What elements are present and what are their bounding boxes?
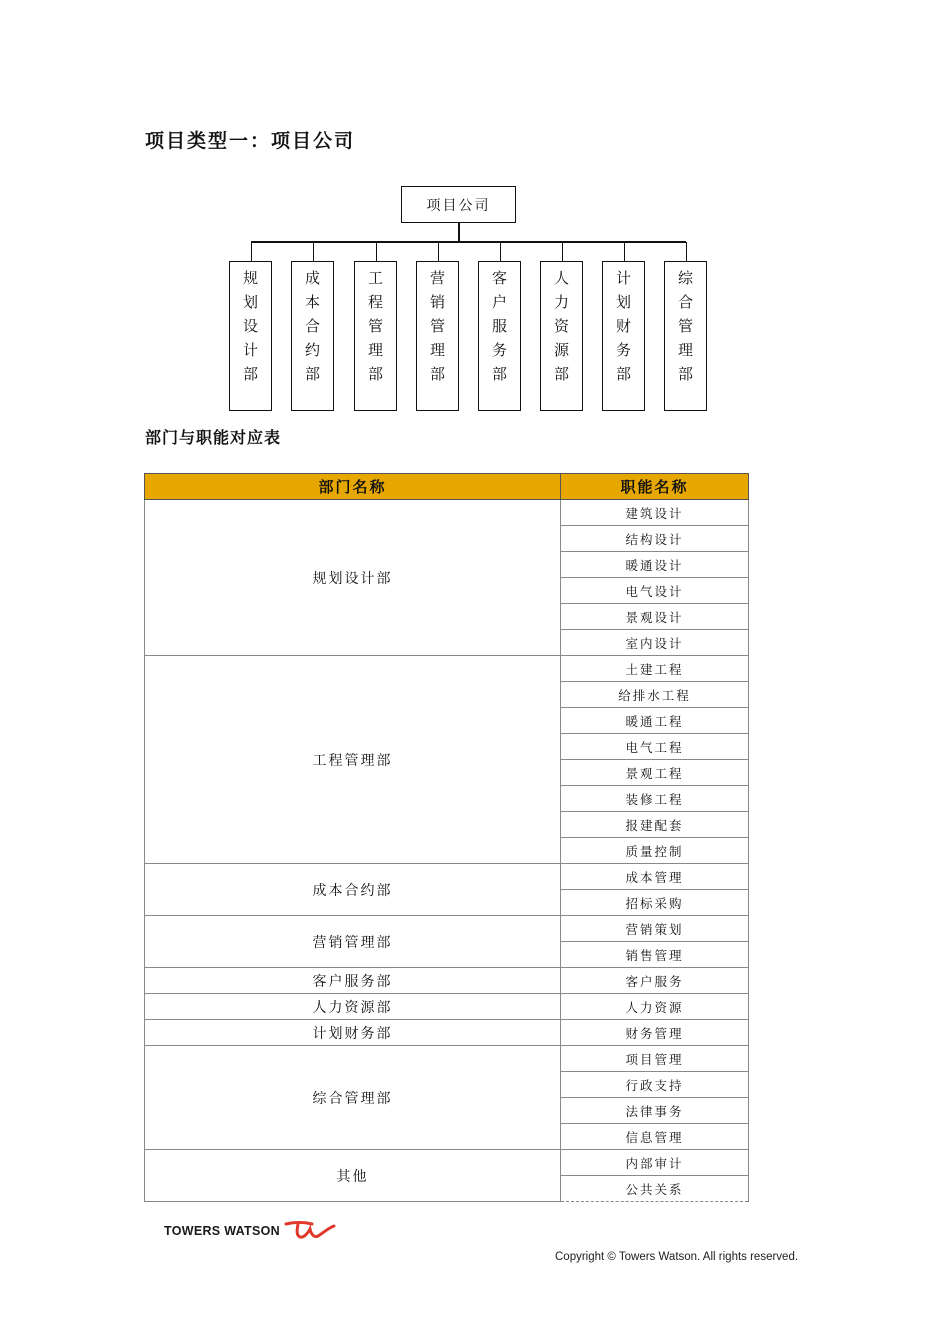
function-name-cell: 暖通工程	[561, 708, 749, 734]
function-name-cell: 室内设计	[561, 630, 749, 656]
org-dept-label: 人力资源部	[552, 270, 570, 390]
org-connector-drop	[562, 242, 563, 261]
org-connector-drop	[313, 242, 314, 261]
dept-name-cell: 其他	[145, 1150, 561, 1202]
org-dept-label: 综合管理部	[676, 270, 694, 390]
table-row	[145, 994, 749, 1020]
table-row	[145, 656, 749, 682]
table-row	[145, 1150, 749, 1176]
function-name-cell: 内部审计	[561, 1150, 749, 1176]
org-root-label: 项目公司	[426, 197, 491, 214]
towers-watson-logo	[164, 1220, 338, 1242]
table-title: 部门与职能对应表	[145, 428, 282, 447]
function-name-cell: 项目管理	[561, 1046, 749, 1072]
org-dept-label: 工程管理部	[366, 270, 384, 390]
function-name-cell: 公共关系	[561, 1176, 749, 1202]
function-name-cell: 电气工程	[561, 734, 749, 760]
function-name-cell: 电气设计	[561, 578, 749, 604]
table-row	[145, 500, 749, 526]
table-row	[145, 1046, 749, 1072]
dept-function-table	[144, 473, 749, 1202]
header-dept-name: 部门名称	[145, 474, 561, 500]
function-name-cell: 人力资源	[561, 994, 749, 1020]
org-dept-box	[664, 261, 707, 411]
function-name-cell: 景观设计	[561, 604, 749, 630]
function-name-cell: 营销策划	[561, 916, 749, 942]
dept-name-cell: 综合管理部	[145, 1046, 561, 1150]
function-name-cell: 装修工程	[561, 786, 749, 812]
function-name-cell: 土建工程	[561, 656, 749, 682]
function-name-cell: 结构设计	[561, 526, 749, 552]
copyright-text: Copyright © Towers Watson. All rights reserved.	[555, 1251, 799, 1263]
function-name-cell: 质量控制	[561, 838, 749, 864]
org-connector-stem	[458, 223, 460, 242]
org-dept-box	[229, 261, 272, 411]
table-row	[145, 1020, 749, 1046]
org-connector-bar	[251, 241, 686, 243]
org-dept-label: 规划设计部	[241, 270, 259, 390]
org-dept-box	[540, 261, 583, 411]
table-row	[145, 864, 749, 890]
org-connector-drop	[624, 242, 625, 261]
org-dept-box	[478, 261, 521, 411]
dept-name-cell: 客户服务部	[145, 968, 561, 994]
function-name-cell: 行政支持	[561, 1072, 749, 1098]
function-name-cell: 财务管理	[561, 1020, 749, 1046]
org-dept-box	[416, 261, 459, 411]
org-connector-drop	[438, 242, 439, 261]
function-name-cell: 给排水工程	[561, 682, 749, 708]
org-connector-drop	[251, 242, 252, 261]
org-dept-label: 成本合约部	[303, 270, 321, 390]
org-connector-drop	[500, 242, 501, 261]
towers-watson-swoosh-icon	[284, 1220, 338, 1242]
function-name-cell: 销售管理	[561, 942, 749, 968]
page-heading: 项目类型一：项目公司	[145, 130, 356, 152]
dept-name-cell: 计划财务部	[145, 1020, 561, 1046]
function-name-cell: 招标采购	[561, 890, 749, 916]
function-name-cell: 法律事务	[561, 1098, 749, 1124]
function-name-cell: 信息管理	[561, 1124, 749, 1150]
org-dept-label: 客户服务部	[490, 270, 508, 390]
table-row	[145, 916, 749, 942]
dept-name-cell: 成本合约部	[145, 864, 561, 916]
org-dept-box	[602, 261, 645, 411]
dept-name-cell: 人力资源部	[145, 994, 561, 1020]
function-name-cell: 报建配套	[561, 812, 749, 838]
function-name-cell: 客户服务	[561, 968, 749, 994]
dept-name-cell: 营销管理部	[145, 916, 561, 968]
function-name-cell: 建筑设计	[561, 500, 749, 526]
org-connector-drop	[376, 242, 377, 261]
dept-name-cell: 工程管理部	[145, 656, 561, 864]
org-root-box	[401, 186, 516, 223]
table-row	[145, 968, 749, 994]
function-name-cell: 暖通设计	[561, 552, 749, 578]
org-dept-box	[354, 261, 397, 411]
table-header-row	[145, 474, 749, 500]
dept-name-cell: 规划设计部	[145, 500, 561, 656]
org-connector-drop	[686, 242, 687, 261]
logo-text: TOWERS WATSON	[164, 1224, 280, 1238]
function-name-cell: 成本管理	[561, 864, 749, 890]
org-dept-label: 计划财务部	[614, 270, 632, 390]
org-dept-label: 营销管理部	[428, 270, 446, 390]
org-dept-box	[291, 261, 334, 411]
function-name-cell: 景观工程	[561, 760, 749, 786]
header-function-name: 职能名称	[561, 474, 749, 500]
